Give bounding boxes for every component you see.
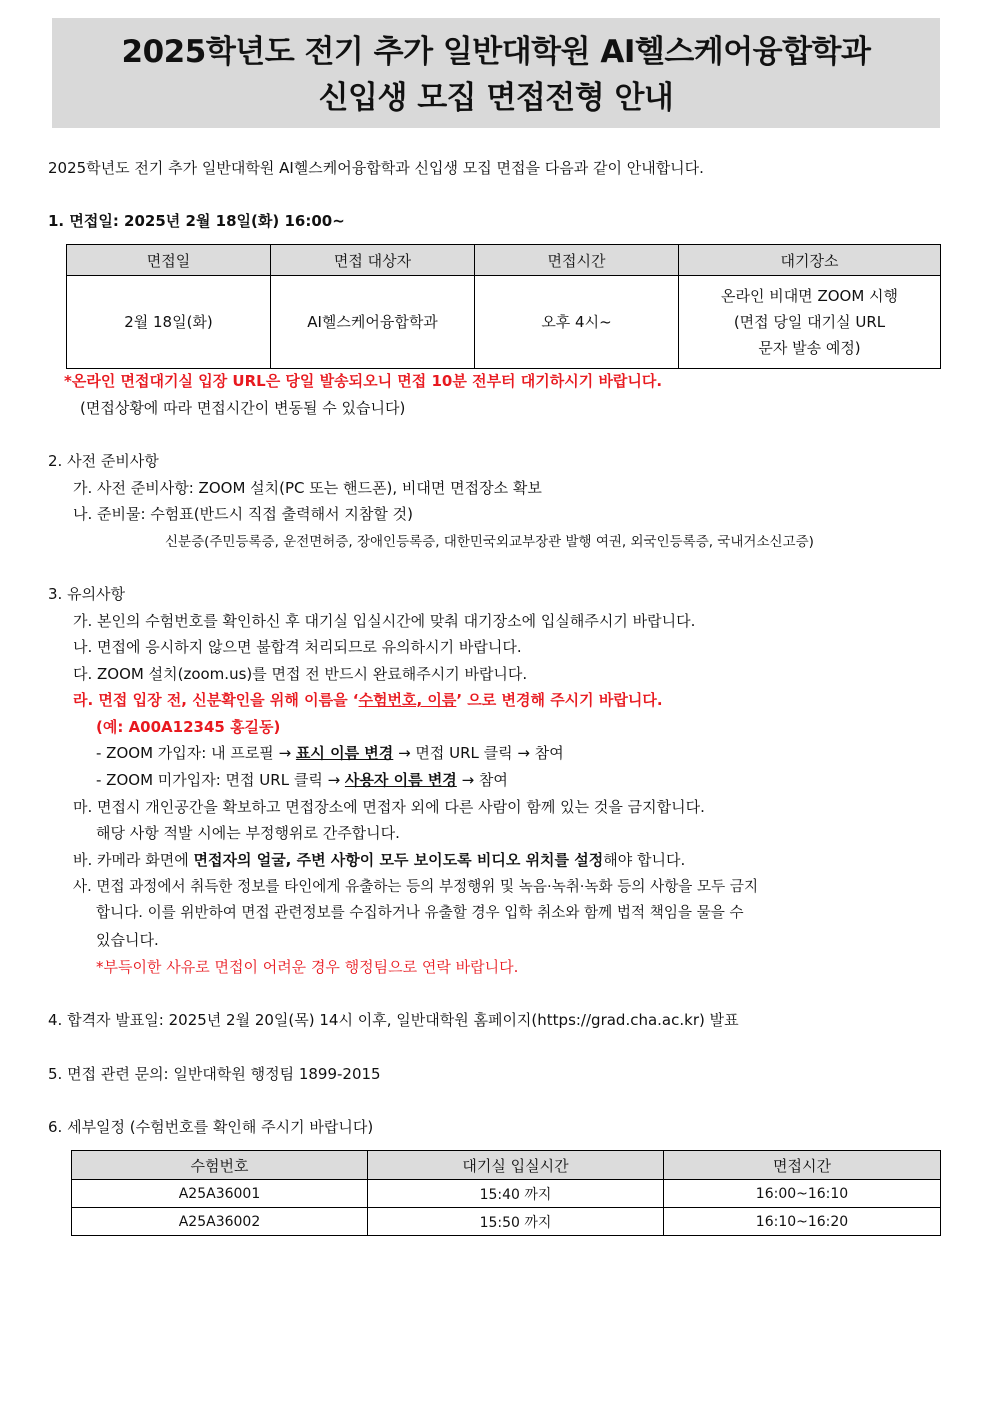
- zoom-member-post: → 면접 URL 클릭 → 참여: [393, 744, 564, 762]
- table-row: [72, 1208, 941, 1236]
- cell-target: AI헬스케어융합학과: [271, 276, 475, 369]
- section3-item-ma-1: 마. 면접시 개인공간을 확보하고 면접장소에 면접자 외에 다른 사람이 함께 있는 것을 금지합니다.: [73, 798, 705, 816]
- item-ba-post: 해야 합니다.: [603, 851, 686, 869]
- header-date: 면접일: [67, 245, 271, 276]
- schedule-header-wait: 대기실 입실시간: [368, 1151, 664, 1180]
- schedule-wait: 15:40 까지: [368, 1180, 664, 1208]
- item-ba-pre: 바. 카메라 화면에: [73, 851, 194, 869]
- page-title-line-1: 2025학년도 전기 추가 일반대학원 AI헬스케어융합학과: [121, 34, 871, 70]
- section2-heading: 2. 사전 준비사항: [48, 452, 159, 470]
- item-ra-pre: 라. 면접 입장 전, 신분확인을 위해 이름을 ‘: [73, 691, 359, 709]
- header-time: 면접시간: [475, 245, 679, 276]
- zoom-member-pre: - ZOOM 가입자: 내 프로필 →: [96, 744, 296, 762]
- section1-note-red: *온라인 면접대기실 입장 URL은 당일 발송되오니 면접 10분 전부터 대기하시기 바랍니다.: [64, 372, 663, 390]
- place-line-2: (면접 당일 대기실 URL: [733, 313, 886, 331]
- intro-text: 2025학년도 전기 추가 일반대학원 AI헬스케어융합학과 신입생 모집 면접을 다음과 같이 안내합니다.: [48, 159, 704, 177]
- schedule-table: [71, 1150, 941, 1236]
- section2-item-b: 나. 준비물: 수험표(반드시 직접 출력해서 지참할 것): [73, 505, 413, 523]
- item-ra-post: ’ 으로 변경해 주시기 바랍니다.: [456, 691, 663, 709]
- section4-announcement: 4. 합격자 발표일: 2025년 2월 20일(목) 14시 이후, 일반대학원 홈페이지(https://grad.cha.ac.kr) 발표: [48, 1011, 739, 1029]
- cell-place: [679, 276, 941, 369]
- schedule-header-id: 수험번호: [72, 1151, 368, 1180]
- section2-item-a: 가. 사전 준비사항: ZOOM 설치(PC 또는 핸드폰), 비대면 면접장소 확보: [73, 479, 542, 497]
- schedule-header-time: 면접시간: [664, 1151, 941, 1180]
- schedule-header-row: [72, 1151, 941, 1180]
- header-target: 면접 대상자: [271, 245, 475, 276]
- section1-heading: 1. 면접일: 2025년 2월 18일(화) 16:00~: [48, 212, 345, 230]
- zoom-nonmember-pre: - ZOOM 미가입자: 면접 URL 클릭 →: [96, 771, 345, 789]
- schedule-id: A25A36002: [72, 1208, 368, 1236]
- title-box: [52, 18, 940, 128]
- table-row: [72, 1180, 941, 1208]
- zoom-member-underline: 표시 이름 변경: [295, 744, 394, 762]
- cell-date: 2월 18일(화): [67, 276, 271, 369]
- cell-time: 오후 4시~: [475, 276, 679, 369]
- place-line-3: 문자 발송 예정): [758, 339, 861, 357]
- section3-item-da: 다. ZOOM 설치(zoom.us)를 면접 전 반드시 완료해주시기 바랍니다.: [73, 665, 528, 683]
- table-row: [67, 276, 941, 369]
- section3-item-ma-2: 해당 사항 적발 시에는 부정행위로 간주합니다.: [96, 824, 400, 842]
- section1-note: (면접상황에 따라 면접시간이 변동될 수 있습니다): [80, 399, 406, 417]
- section3-item-na: 나. 면접에 응시하지 않으면 불합격 처리되므로 유의하시기 바랍니다.: [73, 638, 522, 656]
- page-title-line-2: 신입생 모집 면접전형 안내: [318, 80, 674, 116]
- item-ra-underline: 수험번호, 이름: [358, 691, 457, 709]
- schedule-time: 16:00~16:10: [664, 1180, 941, 1208]
- section3-item-ra-example: (예: A00A12345 홍길동): [96, 718, 281, 736]
- section3-heading: 3. 유의사항: [48, 585, 126, 603]
- schedule-time: 16:10~16:20: [664, 1208, 941, 1236]
- section3-item-sa-2: 합니다. 이를 위반하여 면접 관련정보를 수집하거나 유출할 경우 입학 취소와 함께 법적 책임을 물을 수: [96, 904, 744, 921]
- section3-item-ga: 가. 본인의 수험번호를 확인하신 후 대기실 입실시간에 맞춰 대기장소에 입실해주시기 바랍니다.: [73, 612, 696, 630]
- header-place: 대기장소: [679, 245, 941, 276]
- interview-table: [66, 244, 941, 369]
- item-ba-bold: 면접자의 얼굴, 주변 사항이 모두 보이도록 비디오 위치를 설정: [193, 851, 604, 869]
- schedule-id: A25A36001: [72, 1180, 368, 1208]
- table-header-row: [67, 245, 941, 276]
- section2-item-b2: 신분증(주민등록증, 운전면허증, 장애인등록증, 대한민국외교부장관 발행 여권, 외국인등록증, 국내거소신고증): [165, 534, 814, 550]
- section5-contact: 5. 면접 관련 문의: 일반대학원 행정팀 1899-2015: [48, 1065, 381, 1083]
- zoom-nonmember-step: [96, 770, 508, 790]
- zoom-nonmember-post: → 참여: [456, 771, 508, 789]
- section3-item-sa-3: 있습니다.: [96, 931, 159, 949]
- zoom-member-step: [96, 743, 564, 763]
- schedule-wait: 15:50 까지: [368, 1208, 664, 1236]
- place-line-1: 온라인 비대면 ZOOM 시행: [720, 287, 899, 305]
- section3-item-ba: [73, 850, 685, 870]
- section3-item-ra: [73, 690, 663, 710]
- section6-heading: 6. 세부일정 (수험번호를 확인해 주시기 바랍니다): [48, 1118, 374, 1136]
- zoom-nonmember-underline: 사용자 이름 변경: [344, 771, 457, 789]
- section3-item-sa-1: 사. 면접 과정에서 취득한 정보를 타인에게 유출하는 등의 부정행위 및 녹음·녹취·녹화 등의 사항을 모두 금지: [73, 878, 759, 895]
- section3-note-red: *부득이한 사유로 면접이 어려운 경우 행정팀으로 연락 바랍니다.: [96, 958, 519, 976]
